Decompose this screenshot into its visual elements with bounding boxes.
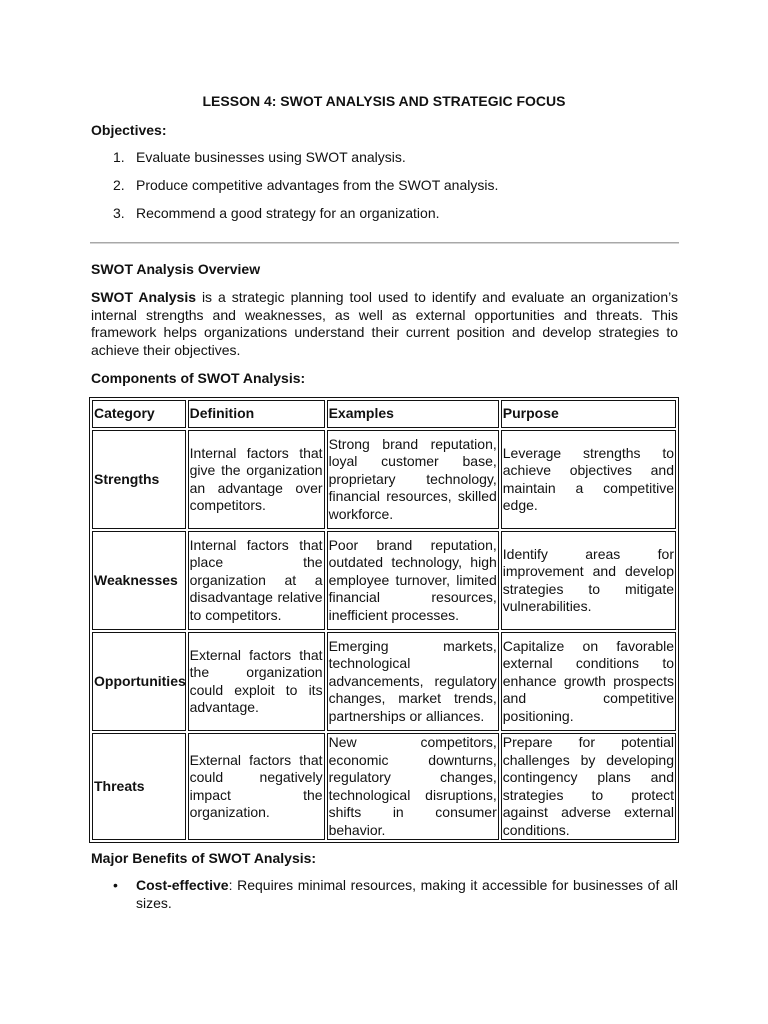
objectives-heading: Objectives: <box>91 122 167 138</box>
purpose-cell: Leverage strengths to achieve objectives and maintain a competitive edge. <box>501 430 676 529</box>
column-header-definition: Definition <box>188 400 325 428</box>
objective-text: Recommend a good strategy for an organization. <box>136 205 440 221</box>
table-row <box>92 430 676 529</box>
category-cell: Weaknesses <box>92 531 186 630</box>
objective-number: 3. <box>113 205 125 221</box>
overview-heading: SWOT Analysis Overview <box>91 261 261 277</box>
definition-cell: Internal factors that place the organization at a disadvantage relative to competitors. <box>188 531 325 630</box>
benefits-heading: Major Benefits of SWOT Analysis: <box>91 850 317 866</box>
horizontal-divider <box>90 242 679 244</box>
benefit-term: Cost-effective <box>136 877 229 893</box>
benefit-item <box>91 877 678 912</box>
column-header-purpose: Purpose <box>501 400 676 428</box>
overview-text: is a strategic planning tool used to identify and evaluate an organization’s internal strengths and weaknesses, as well as external opportunities and threats. This framework helps organizations understand their current position and develop strategies to achieve their objectives. <box>91 289 678 358</box>
components-heading: Components of SWOT Analysis: <box>91 370 306 386</box>
benefits-list <box>91 877 678 912</box>
table-row <box>92 632 676 731</box>
purpose-cell: Identify areas for improvement and develop strategies to mitigate vulnerabilities. <box>501 531 676 630</box>
examples-cell: Poor brand reputation, outdated technology, high employee turnover, limited financial resources, inefficient processes. <box>327 531 499 630</box>
category-cell: Opportunities <box>92 632 186 731</box>
column-header-category: Category <box>92 400 186 428</box>
lesson-title: LESSON 4: SWOT ANALYSIS AND STRATEGIC FOCUS <box>202 93 566 109</box>
category-cell: Strengths <box>92 430 186 529</box>
overview-paragraph <box>91 289 678 359</box>
definition-cell: External factors that the organization could exploit to its advantage. <box>188 632 325 731</box>
definition-cell: External factors that could negatively impact the organization. <box>188 733 325 840</box>
overview-term: SWOT Analysis <box>91 289 196 305</box>
purpose-cell: Prepare for potential challenges by developing contingency plans and strategies to protect against adverse external conditions. <box>501 733 676 840</box>
objective-item <box>91 177 498 205</box>
column-header-examples: Examples <box>327 400 499 428</box>
examples-cell: New competitors, economic downturns, regulatory changes, technological disruptions, shifts in consumer behavior. <box>327 733 499 840</box>
objectives-list <box>91 149 498 233</box>
purpose-cell: Capitalize on favorable external conditions to enhance growth prospects and competitive positioning. <box>501 632 676 731</box>
bullet-icon: • <box>113 877 118 893</box>
swot-table <box>89 397 679 843</box>
table-row <box>92 531 676 630</box>
definition-cell: Internal factors that give the organization an advantage over competitors. <box>188 430 325 529</box>
objective-number: 2. <box>113 177 125 193</box>
examples-cell: Emerging markets, technological advancements, regulatory changes, market trends, partnerships or alliances. <box>327 632 499 731</box>
objective-number: 1. <box>113 149 125 165</box>
objective-text: Produce competitive advantages from the SWOT analysis. <box>136 177 499 193</box>
objective-text: Evaluate businesses using SWOT analysis. <box>136 149 406 165</box>
objective-item <box>91 149 498 177</box>
benefit-text: : Requires minimal resources, making it accessible for businesses of all sizes. <box>136 877 678 911</box>
table-header-row <box>92 400 676 428</box>
objective-item <box>91 205 498 233</box>
examples-cell: Strong brand reputation, loyal customer base, proprietary technology, financial resources, skilled workforce. <box>327 430 499 529</box>
table-row <box>92 733 676 840</box>
category-cell: Threats <box>92 733 186 840</box>
